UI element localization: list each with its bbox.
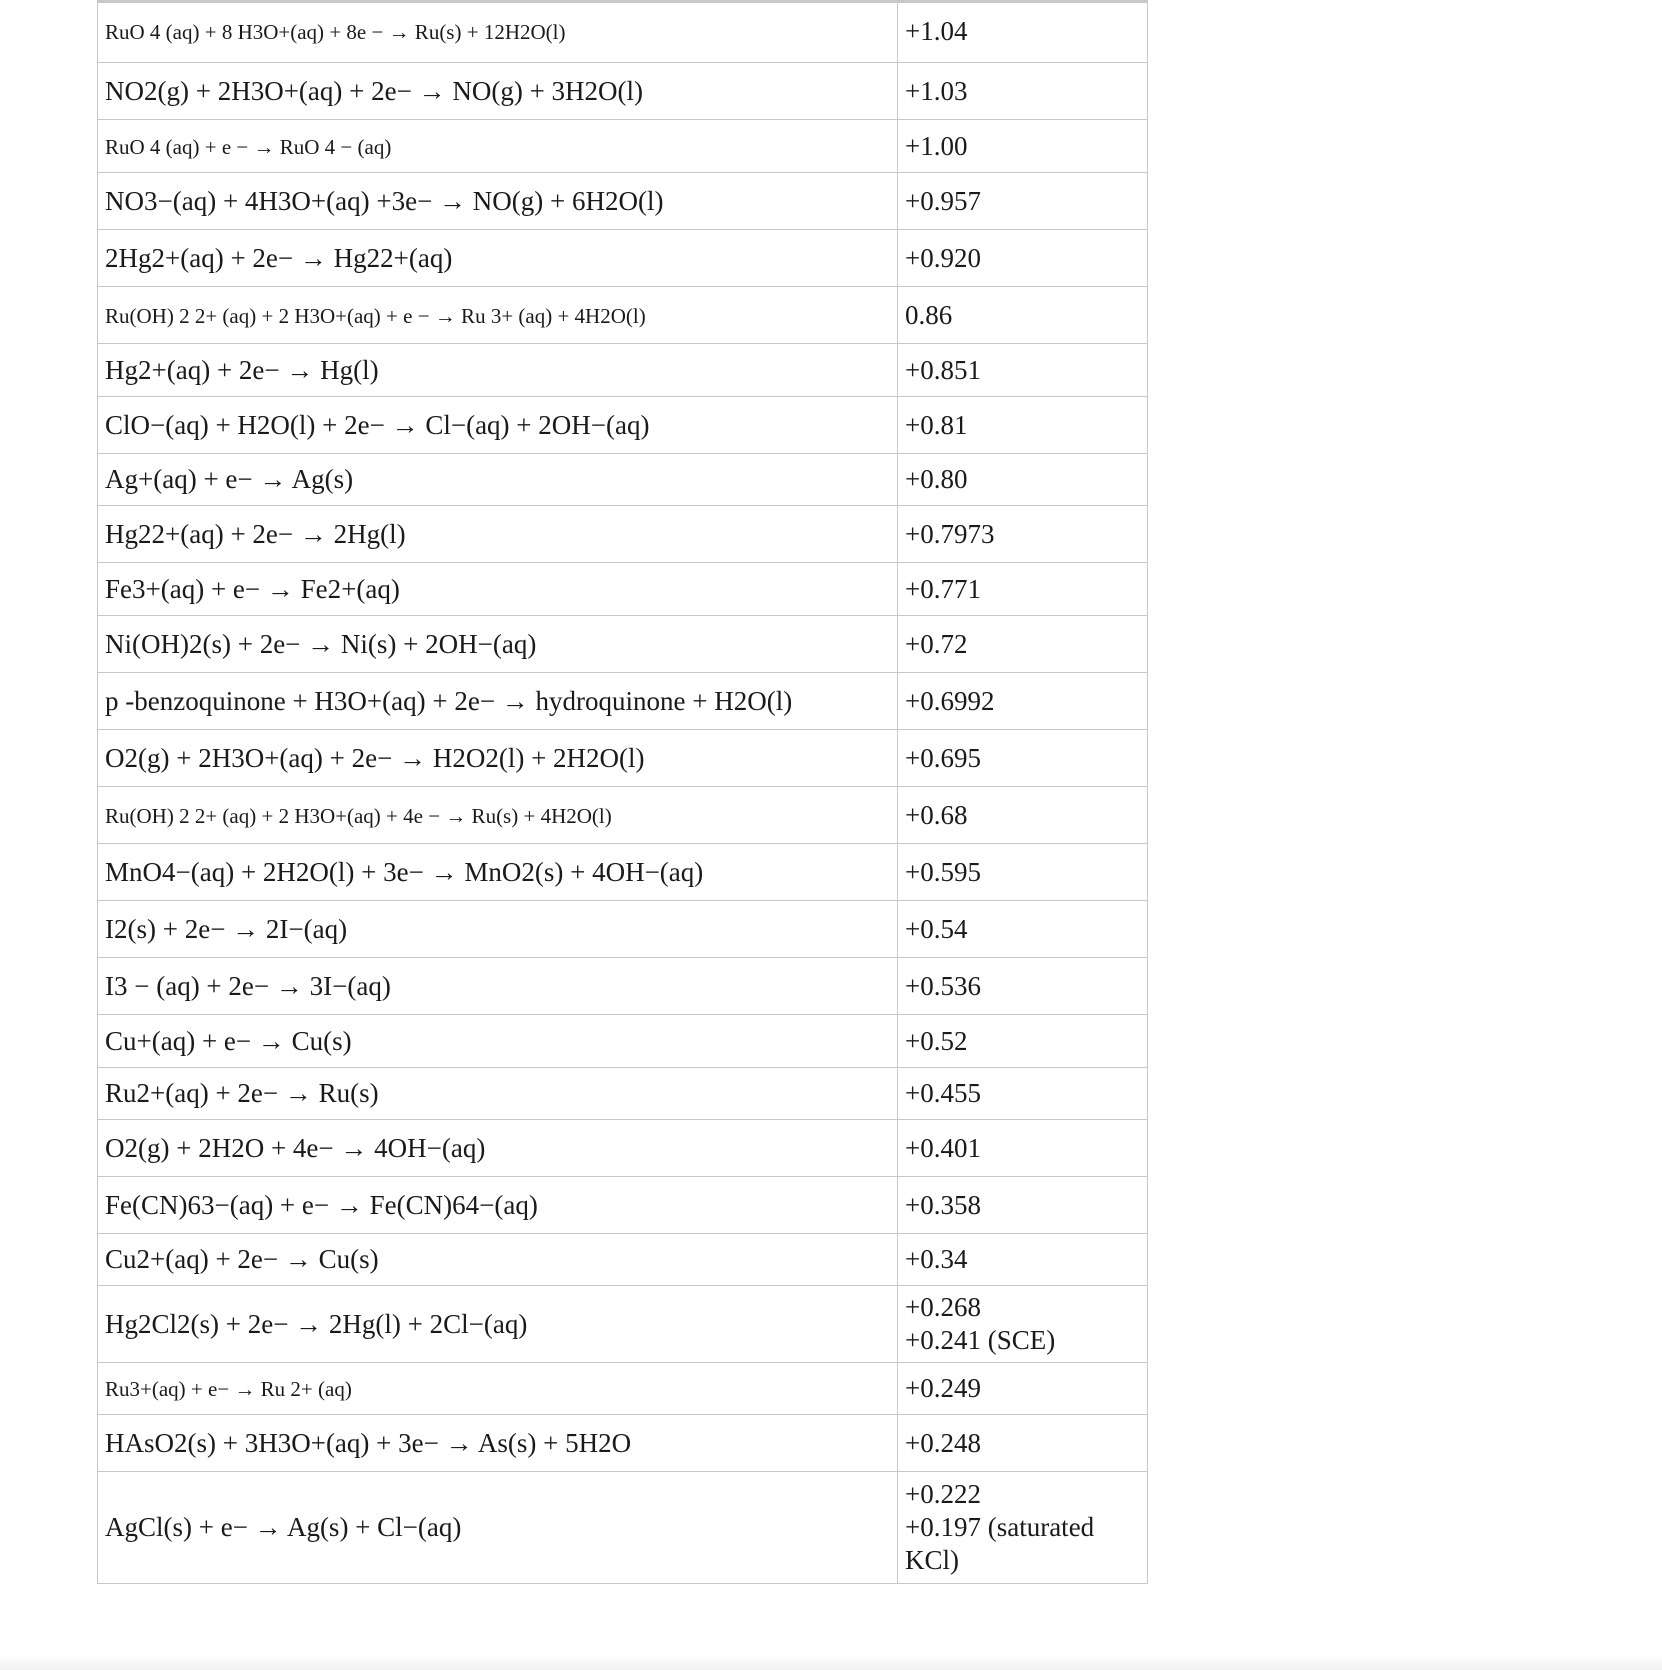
table-row xyxy=(98,287,1148,344)
half-reaction-text: Cu2+(aq) + 2e− → Cu(s) xyxy=(105,1244,379,1274)
potential-cell xyxy=(898,1015,1148,1068)
potential-value: +0.536 xyxy=(905,970,981,1001)
half-reaction-cell xyxy=(98,730,898,787)
potential-cell xyxy=(898,673,1148,730)
half-reaction-cell xyxy=(98,1363,898,1415)
table-row xyxy=(98,1120,1148,1177)
table-body xyxy=(98,1,1148,1584)
potential-cell xyxy=(898,1472,1148,1584)
potential-cell xyxy=(898,1363,1148,1415)
table-row xyxy=(98,844,1148,901)
potential-cell xyxy=(898,397,1148,454)
potential-value: +0.249 xyxy=(905,1373,981,1403)
potential-value: +0.222 xyxy=(905,1479,981,1509)
half-reaction-cell xyxy=(98,844,898,901)
potential-cell xyxy=(898,563,1148,616)
potential-value: +0.197 (saturated KCl) xyxy=(905,1512,1095,1575)
potential-value: +0.52 xyxy=(905,1025,968,1056)
half-reaction-cell xyxy=(98,787,898,844)
potential-cell xyxy=(898,1068,1148,1120)
potential-value: +0.68 xyxy=(905,799,968,830)
table-row xyxy=(98,1363,1148,1415)
table-row xyxy=(98,506,1148,563)
half-reaction-text: HAsO2(s) + 3H3O+(aq) + 3e− → As(s) + 5H2O xyxy=(105,1427,632,1458)
potential-value: +1.04 xyxy=(905,16,968,46)
potential-value: +1.00 xyxy=(905,130,968,161)
table-row xyxy=(98,958,1148,1015)
potential-cell xyxy=(898,1,1148,63)
half-reaction-cell xyxy=(98,1,898,63)
potential-value: +0.771 xyxy=(905,573,981,604)
table-row xyxy=(98,1,1148,63)
potential-value: +0.455 xyxy=(905,1078,981,1108)
potential-cell xyxy=(898,958,1148,1015)
potential-value: +0.268 xyxy=(905,1292,981,1322)
half-reaction-cell xyxy=(98,287,898,344)
potential-cell xyxy=(898,1120,1148,1177)
potential-value: +0.595 xyxy=(905,856,981,887)
half-reaction-text: O2(g) + 2H2O + 4e− → 4OH−(aq) xyxy=(105,1132,486,1163)
table-row xyxy=(98,1286,1148,1363)
table-row xyxy=(98,230,1148,287)
half-reaction-cell xyxy=(98,901,898,958)
potential-value: +1.03 xyxy=(905,75,968,106)
potential-cell xyxy=(898,844,1148,901)
reduction-potential-table xyxy=(97,0,1148,1584)
potential-cell xyxy=(898,63,1148,120)
half-reaction-text: Hg22+(aq) + 2e− → 2Hg(l) xyxy=(105,518,406,549)
potential-value: +0.81 xyxy=(905,409,968,440)
half-reaction-cell xyxy=(98,673,898,730)
table-row xyxy=(98,1177,1148,1234)
half-reaction-text: Fe(CN)63−(aq) + e− → Fe(CN)64−(aq) xyxy=(105,1189,538,1220)
potential-cell xyxy=(898,1286,1148,1363)
half-reaction-text: O2(g) + 2H3O+(aq) + 2e− → H2O2(l) + 2H2O(l) xyxy=(105,742,645,773)
table-row xyxy=(98,120,1148,173)
half-reaction-cell xyxy=(98,63,898,120)
potential-value: +0.920 xyxy=(905,242,981,273)
half-reaction-cell xyxy=(98,173,898,230)
potential-value: +0.695 xyxy=(905,742,981,773)
half-reaction-cell xyxy=(98,1286,898,1363)
half-reaction-text: I3 − (aq) + 2e− → 3I−(aq) xyxy=(105,970,391,1001)
half-reaction-cell xyxy=(98,1415,898,1472)
potential-value: +0.401 xyxy=(905,1132,981,1163)
half-reaction-text: I2(s) + 2e− → 2I−(aq) xyxy=(105,913,348,944)
half-reaction-text: NO2(g) + 2H3O+(aq) + 2e− → NO(g) + 3H2O(l) xyxy=(105,75,644,106)
half-reaction-text: RuO 4 (aq) + 8 H3O+(aq) + 8e − → Ru(s) + 12H2O(l) xyxy=(105,20,566,44)
half-reaction-cell xyxy=(98,397,898,454)
potential-cell xyxy=(898,730,1148,787)
potential-cell xyxy=(898,901,1148,958)
potential-value: +0.34 xyxy=(905,1244,968,1274)
potential-cell xyxy=(898,120,1148,173)
half-reaction-text: 2Hg2+(aq) + 2e− → Hg22+(aq) xyxy=(105,242,453,273)
half-reaction-text: Ru3+(aq) + e− → Ru 2+ (aq) xyxy=(105,1377,352,1401)
potential-value: +0.241 (SCE) xyxy=(905,1325,1056,1355)
half-reaction-text: MnO4−(aq) + 2H2O(l) + 3e− → MnO2(s) + 4OH−(aq) xyxy=(105,856,704,887)
half-reaction-text: NO3−(aq) + 4H3O+(aq) +3e− → NO(g) + 6H2O(l) xyxy=(105,185,664,216)
table-row xyxy=(98,1015,1148,1068)
half-reaction-cell xyxy=(98,958,898,1015)
potential-cell xyxy=(898,506,1148,563)
table-row xyxy=(98,563,1148,616)
potential-cell xyxy=(898,1234,1148,1286)
potential-cell xyxy=(898,344,1148,397)
half-reaction-cell xyxy=(98,1015,898,1068)
potential-value: +0.7973 xyxy=(905,518,995,549)
table-row xyxy=(98,1472,1148,1584)
half-reaction-cell xyxy=(98,120,898,173)
table-row xyxy=(98,63,1148,120)
potential-cell xyxy=(898,787,1148,844)
half-reaction-text: RuO 4 (aq) + e − → RuO 4 − (aq) xyxy=(105,134,392,159)
half-reaction-cell xyxy=(98,454,898,506)
potential-value: 0.86 xyxy=(905,299,953,330)
potential-cell xyxy=(898,173,1148,230)
table-row xyxy=(98,1415,1148,1472)
table-row xyxy=(98,397,1148,454)
bottom-scroll-shadow xyxy=(0,1655,1662,1670)
potential-value: +0.851 xyxy=(905,354,981,385)
potential-value: +0.358 xyxy=(905,1189,981,1220)
half-reaction-text: Ru(OH) 2 2+ (aq) + 2 H3O+(aq) + 4e − → Ru(s) + 4H2O(l) xyxy=(105,803,612,828)
half-reaction-cell xyxy=(98,616,898,673)
potential-cell xyxy=(898,1177,1148,1234)
half-reaction-text: AgCl(s) + e− → Ag(s) + Cl−(aq) xyxy=(105,1512,462,1542)
table-row xyxy=(98,901,1148,958)
table-row xyxy=(98,787,1148,844)
half-reaction-text: Hg2+(aq) + 2e− → Hg(l) xyxy=(105,354,379,385)
half-reaction-text: Ru(OH) 2 2+ (aq) + 2 H3O+(aq) + e − → Ru 3+ (aq) + 4H2O(l) xyxy=(105,303,646,328)
potential-value: +0.54 xyxy=(905,913,968,944)
table-row xyxy=(98,1068,1148,1120)
half-reaction-text: Fe3+(aq) + e− → Fe2+(aq) xyxy=(105,573,400,604)
potential-cell xyxy=(898,287,1148,344)
potential-value: +0.80 xyxy=(905,464,968,494)
half-reaction-cell xyxy=(98,563,898,616)
table-row xyxy=(98,344,1148,397)
half-reaction-text: ClO−(aq) + H2O(l) + 2e− → Cl−(aq) + 2OH−(aq) xyxy=(105,409,650,440)
table-row xyxy=(98,673,1148,730)
table-row xyxy=(98,1234,1148,1286)
potential-value: +0.72 xyxy=(905,628,968,659)
half-reaction-text: p -benzoquinone + H3O+(aq) + 2e− → hydroquinone + H2O(l) xyxy=(105,685,793,716)
potential-value: +0.6992 xyxy=(905,685,995,716)
half-reaction-text: Hg2Cl2(s) + 2e− → 2Hg(l) + 2Cl−(aq) xyxy=(105,1308,528,1339)
half-reaction-cell xyxy=(98,1068,898,1120)
half-reaction-cell xyxy=(98,344,898,397)
half-reaction-cell xyxy=(98,1234,898,1286)
potential-value: +0.248 xyxy=(905,1427,981,1458)
half-reaction-text: Ru2+(aq) + 2e− → Ru(s) xyxy=(105,1078,379,1108)
half-reaction-cell xyxy=(98,1472,898,1584)
potential-cell xyxy=(898,230,1148,287)
potential-cell xyxy=(898,616,1148,673)
half-reaction-text: Cu+(aq) + e− → Cu(s) xyxy=(105,1025,352,1056)
potential-cell xyxy=(898,1415,1148,1472)
half-reaction-text: Ag+(aq) + e− → Ag(s) xyxy=(105,464,354,494)
half-reaction-cell xyxy=(98,1177,898,1234)
table-row xyxy=(98,454,1148,506)
half-reaction-cell xyxy=(98,230,898,287)
potential-cell xyxy=(898,454,1148,506)
potential-value: +0.957 xyxy=(905,185,981,216)
table-row xyxy=(98,730,1148,787)
reduction-potential-table-container xyxy=(97,0,1147,1584)
table-row xyxy=(98,616,1148,673)
half-reaction-text: Ni(OH)2(s) + 2e− → Ni(s) + 2OH−(aq) xyxy=(105,628,537,659)
table-row xyxy=(98,173,1148,230)
half-reaction-cell xyxy=(98,1120,898,1177)
half-reaction-cell xyxy=(98,506,898,563)
